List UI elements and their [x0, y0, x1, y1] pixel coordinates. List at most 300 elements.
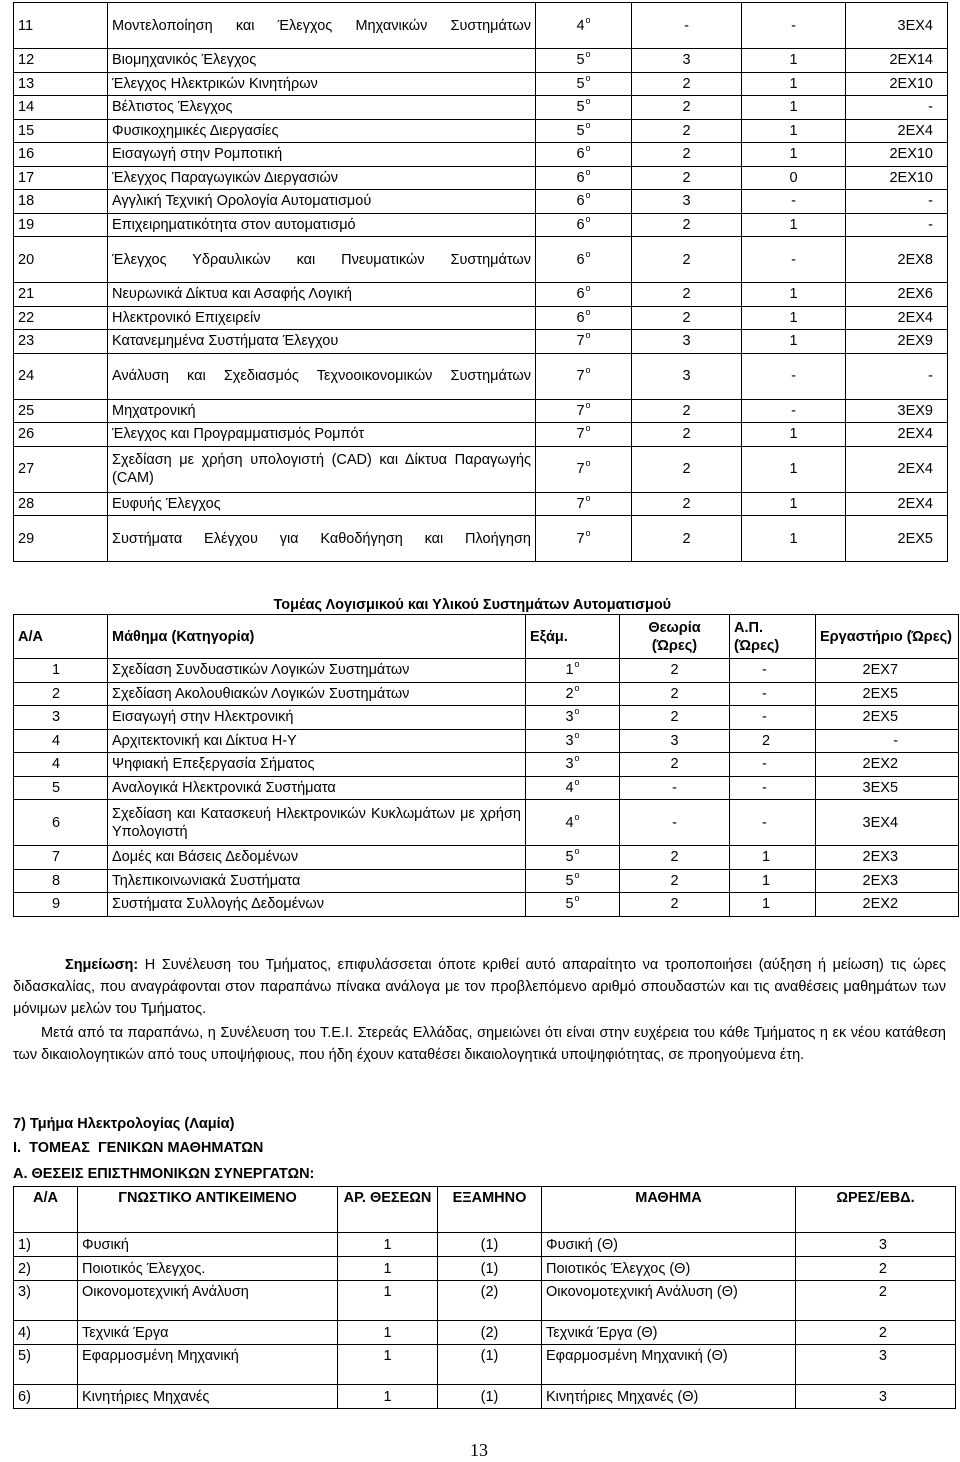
course-name: Φυσική (Θ) — [542, 1233, 796, 1257]
lab-hours: 2ΕΧ5 — [816, 682, 959, 706]
ordinal-sup: ο — [574, 753, 580, 764]
lab-hours: 3ΕΧ4 — [846, 3, 948, 49]
note-text: Η Συνέλευση του Τμήματος, επιφυλάσσεται όποτε κριθεί αυτό απαραίτητο να τροποποιήσει (αύξηση ή μείωση) τις ώρες διδασκαλίας, που αναγράφονται στον παραπάνω πίνακα ανάλογα με τον προβλεπόμενο αριθμό σπουδαστών και τις αναθέσεις μαθημάτων των μόνιμων μελών του Τμήματος. — [13, 957, 946, 1017]
courses-table-automation — [13, 2, 948, 562]
theory-hours: 2 — [620, 846, 730, 870]
course-name: Επιχειρηματικότητα στον αυτοματισμό — [108, 213, 536, 237]
semester-value: (1) — [438, 1385, 542, 1409]
row-number: 23 — [14, 330, 108, 354]
ap-hours: 1 — [742, 96, 846, 120]
semester-value: 6 — [576, 309, 585, 326]
course-name: Μηχατρονική — [108, 399, 536, 423]
ap-hours: - — [730, 659, 816, 683]
subject-name: Φυσική — [78, 1233, 338, 1257]
theory-hours: - — [620, 800, 730, 846]
row-number: 2 — [14, 682, 108, 706]
theory-hours: 2 — [632, 283, 742, 307]
ap-hours: - — [730, 706, 816, 730]
row-number: 5 — [14, 776, 108, 800]
lab-hours: 2ΕΧ9 — [846, 330, 948, 354]
ordinal-sup: ο — [585, 330, 591, 341]
row-number: 26 — [14, 423, 108, 447]
lab-hours: 2ΕΧ2 — [816, 893, 959, 917]
row-number: 11 — [14, 3, 108, 49]
ordinal-sup: ο — [585, 365, 591, 375]
semester-value: 4 — [565, 779, 574, 796]
theory-hours: 3 — [620, 729, 730, 753]
course-name: Έλεγχος Υδραυλικών και Πνευματικών Συστημάτων — [108, 237, 536, 283]
lab-hours: 2ΕΧ2 — [816, 753, 959, 777]
table-row — [14, 283, 948, 307]
semester-cell — [536, 143, 632, 167]
col-header-aa: Α/Α — [14, 1187, 78, 1233]
ap-hours: 1 — [730, 846, 816, 870]
theory-hours: 2 — [632, 423, 742, 447]
semester-cell — [536, 330, 632, 354]
semester-cell — [536, 306, 632, 330]
subject-name: Κινητήριες Μηχανές — [78, 1385, 338, 1409]
lab-hours: 2ΕΧ5 — [846, 516, 948, 562]
lab-hours: 2ΕΧ4 — [846, 423, 948, 447]
course-name: Κατανεμημένα Συστήματα Έλεγχου — [108, 330, 536, 354]
ordinal-sup: ο — [574, 706, 580, 717]
course-name: Σχεδίαση και Κατασκευή Ηλεκτρονικών Κυκλωμάτων με χρήση Υπολογιστή — [108, 800, 526, 846]
ap-hours: - — [742, 3, 846, 49]
lab-hours: 3ΕΧ5 — [816, 776, 959, 800]
course-name: Εφαρμοσμένη Μηχανική (Θ) — [542, 1345, 796, 1385]
theory-hours: 2 — [620, 682, 730, 706]
table-row — [14, 72, 948, 96]
semester-value: 5 — [565, 849, 574, 866]
table-row — [14, 1321, 956, 1345]
subject-name: Οικονομοτεχνική Ανάλυση — [78, 1281, 338, 1321]
table-row — [14, 869, 959, 893]
table-row — [14, 446, 948, 492]
theory-hours: 2 — [632, 306, 742, 330]
lab-hours: 2ΕΧ3 — [816, 846, 959, 870]
ap-hours: 0 — [742, 166, 846, 190]
lab-hours: 3ΕΧ9 — [846, 399, 948, 423]
ordinal-sup: ο — [585, 119, 591, 130]
weekly-hours: 2 — [796, 1281, 956, 1321]
col-header-aa: Α/Α — [14, 615, 108, 659]
course-name: Τηλεπικοινωνιακά Συστήματα — [108, 869, 526, 893]
theory-hours: 2 — [632, 237, 742, 283]
ap-hours: 1 — [742, 283, 846, 307]
semester-cell — [536, 516, 632, 562]
semester-value: (2) — [438, 1321, 542, 1345]
semester-value: 2 — [565, 685, 574, 702]
table-row — [14, 1233, 956, 1257]
ap-hours: 1 — [730, 893, 816, 917]
theory-hours: 3 — [632, 190, 742, 214]
semester-cell — [536, 213, 632, 237]
weekly-hours: 3 — [796, 1345, 956, 1385]
row-number: 1) — [14, 1233, 78, 1257]
row-number: 13 — [14, 72, 108, 96]
row-number: 24 — [14, 353, 108, 399]
sector-title: Τομέας Λογισμικού και Υλικού Συστημάτων Αυτοματισμού — [273, 597, 672, 613]
row-number: 18 — [14, 190, 108, 214]
row-number: 12 — [14, 49, 108, 73]
lab-hours: 2ΕΧ5 — [816, 706, 959, 730]
theory-hours: 2 — [632, 213, 742, 237]
lab-hours: 2ΕΧ4 — [846, 492, 948, 516]
theory-hours: 2 — [632, 166, 742, 190]
row-number: 6) — [14, 1385, 78, 1409]
semester-value: 7 — [576, 368, 585, 384]
row-number: 29 — [14, 516, 108, 562]
theory-hours: 2 — [620, 893, 730, 917]
ordinal-sup: ο — [585, 458, 591, 468]
semester-cell — [536, 492, 632, 516]
ordinal-sup: ο — [574, 729, 580, 740]
semester-value: 5 — [576, 75, 585, 92]
ordinal-sup: ο — [574, 659, 580, 670]
lab-hours: 2ΕΧ3 — [816, 869, 959, 893]
row-number: 3) — [14, 1281, 78, 1321]
course-name: Μοντελοποίηση και Έλεγχος Μηχανικών Συστημάτων — [108, 3, 536, 49]
semester-value: 6 — [576, 193, 585, 210]
positions-count: 1 — [338, 1281, 438, 1321]
table-row — [14, 96, 948, 120]
semester-value: (1) — [438, 1257, 542, 1281]
table-row — [14, 776, 959, 800]
ordinal-sup: ο — [585, 143, 591, 154]
table-row — [14, 753, 959, 777]
lab-hours: 3ΕΧ4 — [816, 800, 959, 846]
table-row — [14, 306, 948, 330]
lab-hours: 2ΕΧ4 — [846, 306, 948, 330]
ap-hours: 1 — [742, 516, 846, 562]
ordinal-sup: ο — [585, 72, 591, 83]
table-row — [14, 492, 948, 516]
semester-cell — [526, 659, 620, 683]
ap-hours: 1 — [742, 49, 846, 73]
course-name: Τεχνικά Έργα (Θ) — [542, 1321, 796, 1345]
ordinal-sup: ο — [574, 893, 580, 904]
theory-hours: 2 — [632, 446, 742, 492]
lab-hours: - — [846, 190, 948, 214]
ordinal-sup: ο — [585, 399, 591, 410]
ordinal-sup: ο — [585, 166, 591, 177]
positions-count: 1 — [338, 1257, 438, 1281]
table-row — [14, 143, 948, 167]
course-name: Αναλογικά Ηλεκτρονικά Συστήματα — [108, 776, 526, 800]
semester-value: 6 — [576, 169, 585, 186]
theory-hours: 2 — [620, 869, 730, 893]
row-number: 19 — [14, 213, 108, 237]
semester-cell — [526, 893, 620, 917]
ordinal-sup: ο — [585, 306, 591, 317]
ap-hours: 1 — [742, 492, 846, 516]
row-number: 3 — [14, 706, 108, 730]
positions-count: 1 — [338, 1345, 438, 1385]
table-row — [14, 729, 959, 753]
course-name: Έλεγχος Παραγωγικών Διεργασιών — [108, 166, 536, 190]
table-row — [14, 353, 948, 399]
weekly-hours: 2 — [796, 1257, 956, 1281]
note-para2-text: Μετά από τα παραπάνω, η Συνέλευση του Τ.Ε.Ι. Στερεάς Ελλάδας, σημειώνει ότι είναι στην ευχέρεια του κάθε Τμήματος η εκ νέου κατάθεση των δικαιολογητικών από τους υποψήφιους, που ήδη έχουν καταθέσει δικαιολογητικά υποψηφιότητας, σε προηγούμενα έτη. — [13, 1025, 946, 1063]
ap-hours: 2 — [730, 729, 816, 753]
semester-value: 5 — [576, 52, 585, 69]
table-row — [14, 1257, 956, 1281]
theory-hours: 2 — [632, 516, 742, 562]
theory-hours: 2 — [620, 753, 730, 777]
row-number: 8 — [14, 869, 108, 893]
table-row — [14, 423, 948, 447]
col-header-subject: ΓΝΩΣΤΙΚΟ ΑΝΤΙΚΕΙΜΕΝΟ — [78, 1187, 338, 1233]
theory-hours: 2 — [632, 399, 742, 423]
course-name: Εισαγωγή στην Ηλεκτρονική — [108, 706, 526, 730]
table-row — [14, 706, 959, 730]
row-number: 6 — [14, 800, 108, 846]
semester-cell — [536, 190, 632, 214]
course-name: Συστήματα Συλλογής Δεδομένων — [108, 893, 526, 917]
row-number: 5) — [14, 1345, 78, 1385]
semester-value: 1 — [565, 662, 574, 679]
ordinal-sup: ο — [585, 14, 591, 25]
row-number: 20 — [14, 237, 108, 283]
row-number: 4 — [14, 753, 108, 777]
course-name: Κινητήριες Μηχανές (Θ) — [542, 1385, 796, 1409]
col-header-course: Μάθημα (Κατηγορία) — [108, 615, 526, 659]
ap-hours: - — [730, 800, 816, 846]
ap-hours: 1 — [742, 213, 846, 237]
semester-value: 4 — [576, 17, 585, 34]
semester-value: 3 — [565, 756, 574, 773]
ap-hours: - — [730, 776, 816, 800]
courses-table-software-hardware — [13, 596, 959, 917]
ordinal-sup: ο — [585, 492, 591, 503]
semester-cell — [526, 776, 620, 800]
lab-hours: - — [846, 353, 948, 399]
row-number: 22 — [14, 306, 108, 330]
theory-hours: 2 — [632, 492, 742, 516]
row-number: 9 — [14, 893, 108, 917]
theory-hours: 3 — [632, 49, 742, 73]
row-number: 4 — [14, 729, 108, 753]
course-name: Σχεδίαση με χρήση υπολογιστή (CAD) και Δίκτυα Παραγωγής (CAM) — [108, 446, 536, 492]
row-number: 25 — [14, 399, 108, 423]
ap-hours: 1 — [742, 330, 846, 354]
table-row — [14, 1345, 956, 1385]
table-row — [14, 682, 959, 706]
subject-name: Ποιοτικός Έλεγχος. — [78, 1257, 338, 1281]
theory-hours: 2 — [620, 706, 730, 730]
table-row — [14, 330, 948, 354]
semester-cell — [526, 729, 620, 753]
row-number: 21 — [14, 283, 108, 307]
semester-cell — [536, 399, 632, 423]
col-header-semester: ΕΞΑΜΗΝΟ — [438, 1187, 542, 1233]
theory-hours: - — [632, 3, 742, 49]
table-row — [14, 659, 959, 683]
semester-value: 3 — [565, 709, 574, 726]
lab-hours: - — [846, 96, 948, 120]
col-header-positions: ΑΡ. ΘΕΣΕΩΝ — [338, 1187, 438, 1233]
ap-hours: 1 — [742, 446, 846, 492]
semester-cell — [536, 3, 632, 49]
row-number: 2) — [14, 1257, 78, 1281]
semester-cell — [536, 119, 632, 143]
semester-cell — [526, 846, 620, 870]
theory-hours: 2 — [620, 659, 730, 683]
subject-name: Τεχνικά Έργα — [78, 1321, 338, 1345]
positions-table — [13, 1186, 956, 1409]
lab-hours: - — [816, 729, 959, 753]
ap-hours: 1 — [742, 119, 846, 143]
course-name: Συστήματα Ελέγχου για Καθοδήγηση και Πλοήγηση — [108, 516, 536, 562]
lab-hours: 2ΕΧ4 — [846, 119, 948, 143]
lab-hours: 2ΕΧ4 — [846, 446, 948, 492]
semester-value: 5 — [565, 872, 574, 889]
semester-value: 7 — [576, 530, 585, 547]
ap-hours: 1 — [742, 143, 846, 167]
ap-hours: 1 — [742, 72, 846, 96]
course-name: Ευφυής Έλεγχος — [108, 492, 536, 516]
table-row — [14, 213, 948, 237]
semester-cell — [536, 49, 632, 73]
semester-cell — [536, 446, 632, 492]
col-header-semester: Εξάμ. — [526, 615, 620, 659]
ordinal-sup: ο — [585, 190, 591, 201]
ordinal-sup: ο — [585, 283, 591, 294]
semester-value: 7 — [576, 426, 585, 443]
note-paragraph-2 — [13, 1022, 946, 1066]
ordinal-sup: ο — [574, 776, 580, 787]
table-row — [14, 166, 948, 190]
course-name: Ηλεκτρονικό Επιχειρείν — [108, 306, 536, 330]
table-row — [14, 49, 948, 73]
course-name: Σχεδίαση Συνδυαστικών Λογικών Συστημάτων — [108, 659, 526, 683]
course-name: Σχεδίαση Ακολουθιακών Λογικών Συστημάτων — [108, 682, 526, 706]
table-row — [14, 846, 959, 870]
semester-value: 7 — [576, 461, 585, 477]
semester-value: 6 — [576, 286, 585, 303]
row-number: 14 — [14, 96, 108, 120]
course-name: Έλεγχος Ηλεκτρικών Κινητήρων — [108, 72, 536, 96]
course-name: Ψηφιακή Επεξεργασία Σήματος — [108, 753, 526, 777]
semester-value: (1) — [438, 1345, 542, 1385]
col-header-ap: Α.Π. (Ώρες) — [730, 615, 816, 659]
semester-value: 7 — [576, 402, 585, 419]
course-name: Οικονομοτεχνική Ανάλυση (Θ) — [542, 1281, 796, 1321]
ordinal-sup: ο — [585, 213, 591, 224]
section-heading-department: 7) Τμήμα Ηλεκτρολογίας (Λαμία) — [13, 1116, 235, 1132]
lab-hours: 2ΕΧ10 — [846, 72, 948, 96]
theory-hours: - — [620, 776, 730, 800]
semester-value: 6 — [576, 251, 585, 268]
lab-hours: 2ΕΧ7 — [816, 659, 959, 683]
subject-name: Εφαρμοσμένη Μηχανική — [78, 1345, 338, 1385]
semester-value: 6 — [576, 146, 585, 163]
row-number: 28 — [14, 492, 108, 516]
lab-hours: 2ΕΧ8 — [846, 237, 948, 283]
semester-value: (2) — [438, 1281, 542, 1321]
course-name: Νευρωνικά Δίκτυα και Ασαφής Λογική — [108, 283, 536, 307]
ap-hours: - — [742, 190, 846, 214]
course-name: Βέλτιστος Έλεγχος — [108, 96, 536, 120]
semester-value: 5 — [576, 122, 585, 139]
section-heading-sector: Ι. ΤΟΜΕΑΣ ΓΕΝΙΚΩΝ ΜΑΘΗΜΑΤΩΝ — [13, 1140, 264, 1156]
lab-hours: 2ΕΧ14 — [846, 49, 948, 73]
semester-cell — [526, 869, 620, 893]
semester-value: 6 — [576, 216, 585, 233]
semester-cell — [526, 753, 620, 777]
theory-hours: 2 — [632, 96, 742, 120]
theory-hours: 2 — [632, 72, 742, 96]
ordinal-sup: ο — [574, 682, 580, 693]
positions-count: 1 — [338, 1385, 438, 1409]
page-number: 13 — [470, 1440, 488, 1460]
semester-value: 5 — [565, 896, 574, 913]
lab-hours: 2ΕΧ10 — [846, 143, 948, 167]
theory-hours: 3 — [632, 330, 742, 354]
col-header-lab: Εργαστήριο (Ώρες) — [816, 615, 959, 659]
ap-hours: 1 — [742, 306, 846, 330]
course-name: Ανάλυση και Σχεδιασμός Τεχνοοικονομικών Συστημάτων — [108, 353, 536, 399]
semester-cell — [526, 800, 620, 846]
lab-hours: 2ΕΧ6 — [846, 283, 948, 307]
row-number: 16 — [14, 143, 108, 167]
course-name: Ποιοτικός Έλεγχος (Θ) — [542, 1257, 796, 1281]
positions-count: 1 — [338, 1321, 438, 1345]
semester-value: 5 — [576, 99, 585, 116]
table-row — [14, 893, 959, 917]
table-row — [14, 237, 948, 283]
note-label: Σημείωση: — [65, 957, 139, 973]
ordinal-sup: ο — [585, 527, 591, 538]
semester-value: 4 — [565, 814, 574, 831]
ordinal-sup: ο — [574, 869, 580, 880]
course-name: Βιομηχανικός Έλεγχος — [108, 49, 536, 73]
ap-hours: - — [730, 753, 816, 777]
table-row — [14, 516, 948, 562]
ap-hours: - — [730, 682, 816, 706]
course-name: Εισαγωγή στην Ρομποτική — [108, 143, 536, 167]
table-row — [14, 3, 948, 49]
semester-cell — [526, 682, 620, 706]
weekly-hours: 2 — [796, 1321, 956, 1345]
semester-value: (1) — [438, 1233, 542, 1257]
theory-hours: 2 — [632, 143, 742, 167]
ap-hours: - — [742, 399, 846, 423]
semester-cell — [536, 72, 632, 96]
row-number: 4) — [14, 1321, 78, 1345]
ordinal-sup: ο — [585, 96, 591, 107]
theory-hours: 3 — [632, 353, 742, 399]
ap-hours: 1 — [742, 423, 846, 447]
semester-cell — [536, 96, 632, 120]
col-header-theory: Θεωρία (Ώρες) — [620, 615, 730, 659]
section-heading-positions: Α. ΘΕΣΕΙΣ ΕΠΙΣΤΗΜΟΝΙΚΩΝ ΣΥΝΕΡΓΑΤΩΝ: — [13, 1166, 315, 1182]
ap-hours: - — [742, 353, 846, 399]
table-row — [14, 800, 959, 846]
theory-hours: 2 — [632, 119, 742, 143]
semester-cell — [536, 237, 632, 283]
semester-cell — [536, 423, 632, 447]
course-name: Δομές και Βάσεις Δεδομένων — [108, 846, 526, 870]
table-row — [14, 190, 948, 214]
ap-hours: 1 — [730, 869, 816, 893]
semester-cell — [536, 353, 632, 399]
ordinal-sup: ο — [585, 423, 591, 434]
row-number: 27 — [14, 446, 108, 492]
weekly-hours: 3 — [796, 1233, 956, 1257]
lab-hours: - — [846, 213, 948, 237]
table-row — [14, 1281, 956, 1321]
